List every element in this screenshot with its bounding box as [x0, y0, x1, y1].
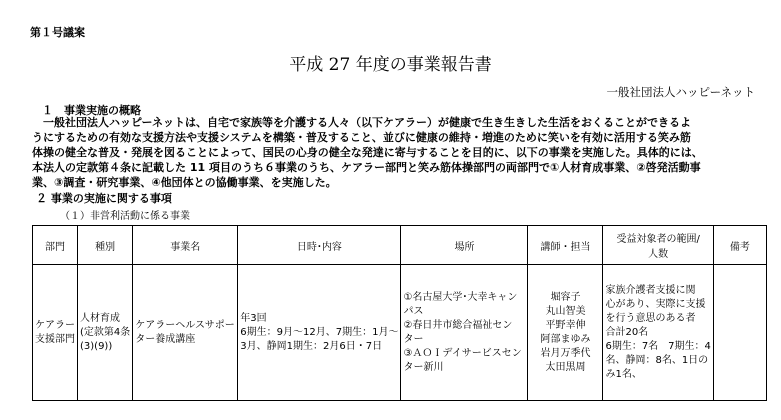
page-title: 平成 27 年度の事業報告書: [289, 55, 492, 75]
cell-line: 名、静岡：8名、1日の: [605, 354, 709, 366]
table-header-row: [33, 226, 767, 265]
header-place: 場所: [401, 226, 528, 265]
cell-line: ③ＡＯＩデイサービスセン: [403, 347, 522, 359]
cell-line: 岩月万季代: [540, 347, 591, 359]
header-target-line: 受益対象者の範囲/: [616, 234, 700, 245]
header-name: 事業名: [133, 226, 238, 265]
cell-line: パス: [403, 305, 424, 317]
section1-heading: １ 事業実施の概略: [42, 104, 141, 117]
cell-line: 6期生：7名 7期生：4: [605, 340, 711, 352]
organization-name: 一般社団法人ハッピーネット: [606, 85, 755, 99]
cell-datetime: [238, 265, 401, 401]
section1-line: 本法人の定款第４条に記載した 11 項目のうち６事業のうち、ケアラー部門と笑み筋体操部門の両部門で①人材育成事業、②啓発活動事: [32, 161, 701, 174]
cell-line: 心があり、実際に支援: [605, 298, 706, 310]
cell-line: 堀容子: [550, 291, 581, 303]
cell-line: み1名、: [605, 368, 642, 380]
header-target-line: 人数: [648, 249, 669, 260]
section1-line: うにするための有効な支援方法や支援システムを構築・普及すること、並びに健康の維持・増進のために笑いを有効に活用する笑み筋: [32, 131, 691, 144]
cell-lecturer: [528, 265, 603, 401]
cell-line: (3)(9)): [80, 340, 113, 352]
cell-line: 丸山智美: [545, 305, 586, 317]
cell-line: 家族介護者支援に関: [605, 284, 696, 296]
cell-line: 3月、静岡1期生：2月6日・7日: [240, 340, 383, 352]
table-row: [33, 265, 767, 401]
header-lecturer: 講師・担当: [528, 226, 603, 265]
header-dept: 部門: [33, 226, 78, 265]
header-type: 種別: [78, 226, 133, 265]
cell-target: [603, 265, 713, 401]
cell-line: 平野幸伸: [545, 319, 586, 331]
cell-line: ケアラーヘルスサポー: [135, 319, 235, 331]
header-target: [603, 226, 713, 265]
header-datetime: 日時･内容: [238, 226, 401, 265]
cell-place: [401, 265, 528, 401]
cell-line: (定款第4条: [80, 326, 131, 338]
section2-heading: ２ 事業の実施に関する事項: [36, 192, 172, 205]
section1-body: [32, 115, 752, 190]
cell-line: ター: [403, 333, 424, 345]
section1-line: 業、③調査・研究事業、④他団体との協働事業、を実施した。: [32, 176, 337, 189]
header-remarks: 備考: [713, 226, 766, 265]
cell-type: [78, 265, 133, 401]
section1-line: 一般社団法人ハッピーネットは、自宅で家族等を介護する人々（以下ケアラー）が健康で生き生きした生活をおくることができるよ: [43, 116, 692, 129]
section1-line: 体操の健全な普及・発展を図ることによって、国民の心身の健全な発達に寄与することを目的に、以下の事業を実施した。具体的には、: [32, 146, 703, 159]
cell-line: 支援部門: [35, 333, 75, 345]
cell-line: 年3回: [240, 312, 267, 324]
cell-line: ター新川: [403, 361, 444, 373]
cell-remarks: [713, 265, 766, 401]
cell-line: ケアラー: [35, 319, 75, 331]
cell-line: 6期生：9月～12月、7期生：1月～: [240, 326, 399, 338]
activity-table: [32, 225, 767, 401]
cell-dept: [33, 265, 78, 401]
section2-subheading: （１）非営利活動に係る事業: [60, 211, 190, 222]
cell-line: ②春日井市総合福祉セン: [403, 319, 513, 331]
cell-line: 太田黒周: [545, 361, 586, 373]
cell-line: ①名古屋大学･大幸キャン: [403, 291, 518, 303]
agenda-label: 第１号議案: [30, 26, 85, 39]
cell-line: 合計20名: [605, 326, 649, 338]
cell-line: 阿部まゆみ: [540, 333, 591, 345]
cell-line: を行う意思のある者: [605, 312, 696, 324]
cell-line: 人材育成: [80, 312, 120, 324]
cell-name: [133, 265, 238, 401]
cell-line: ター養成講座: [135, 333, 196, 345]
